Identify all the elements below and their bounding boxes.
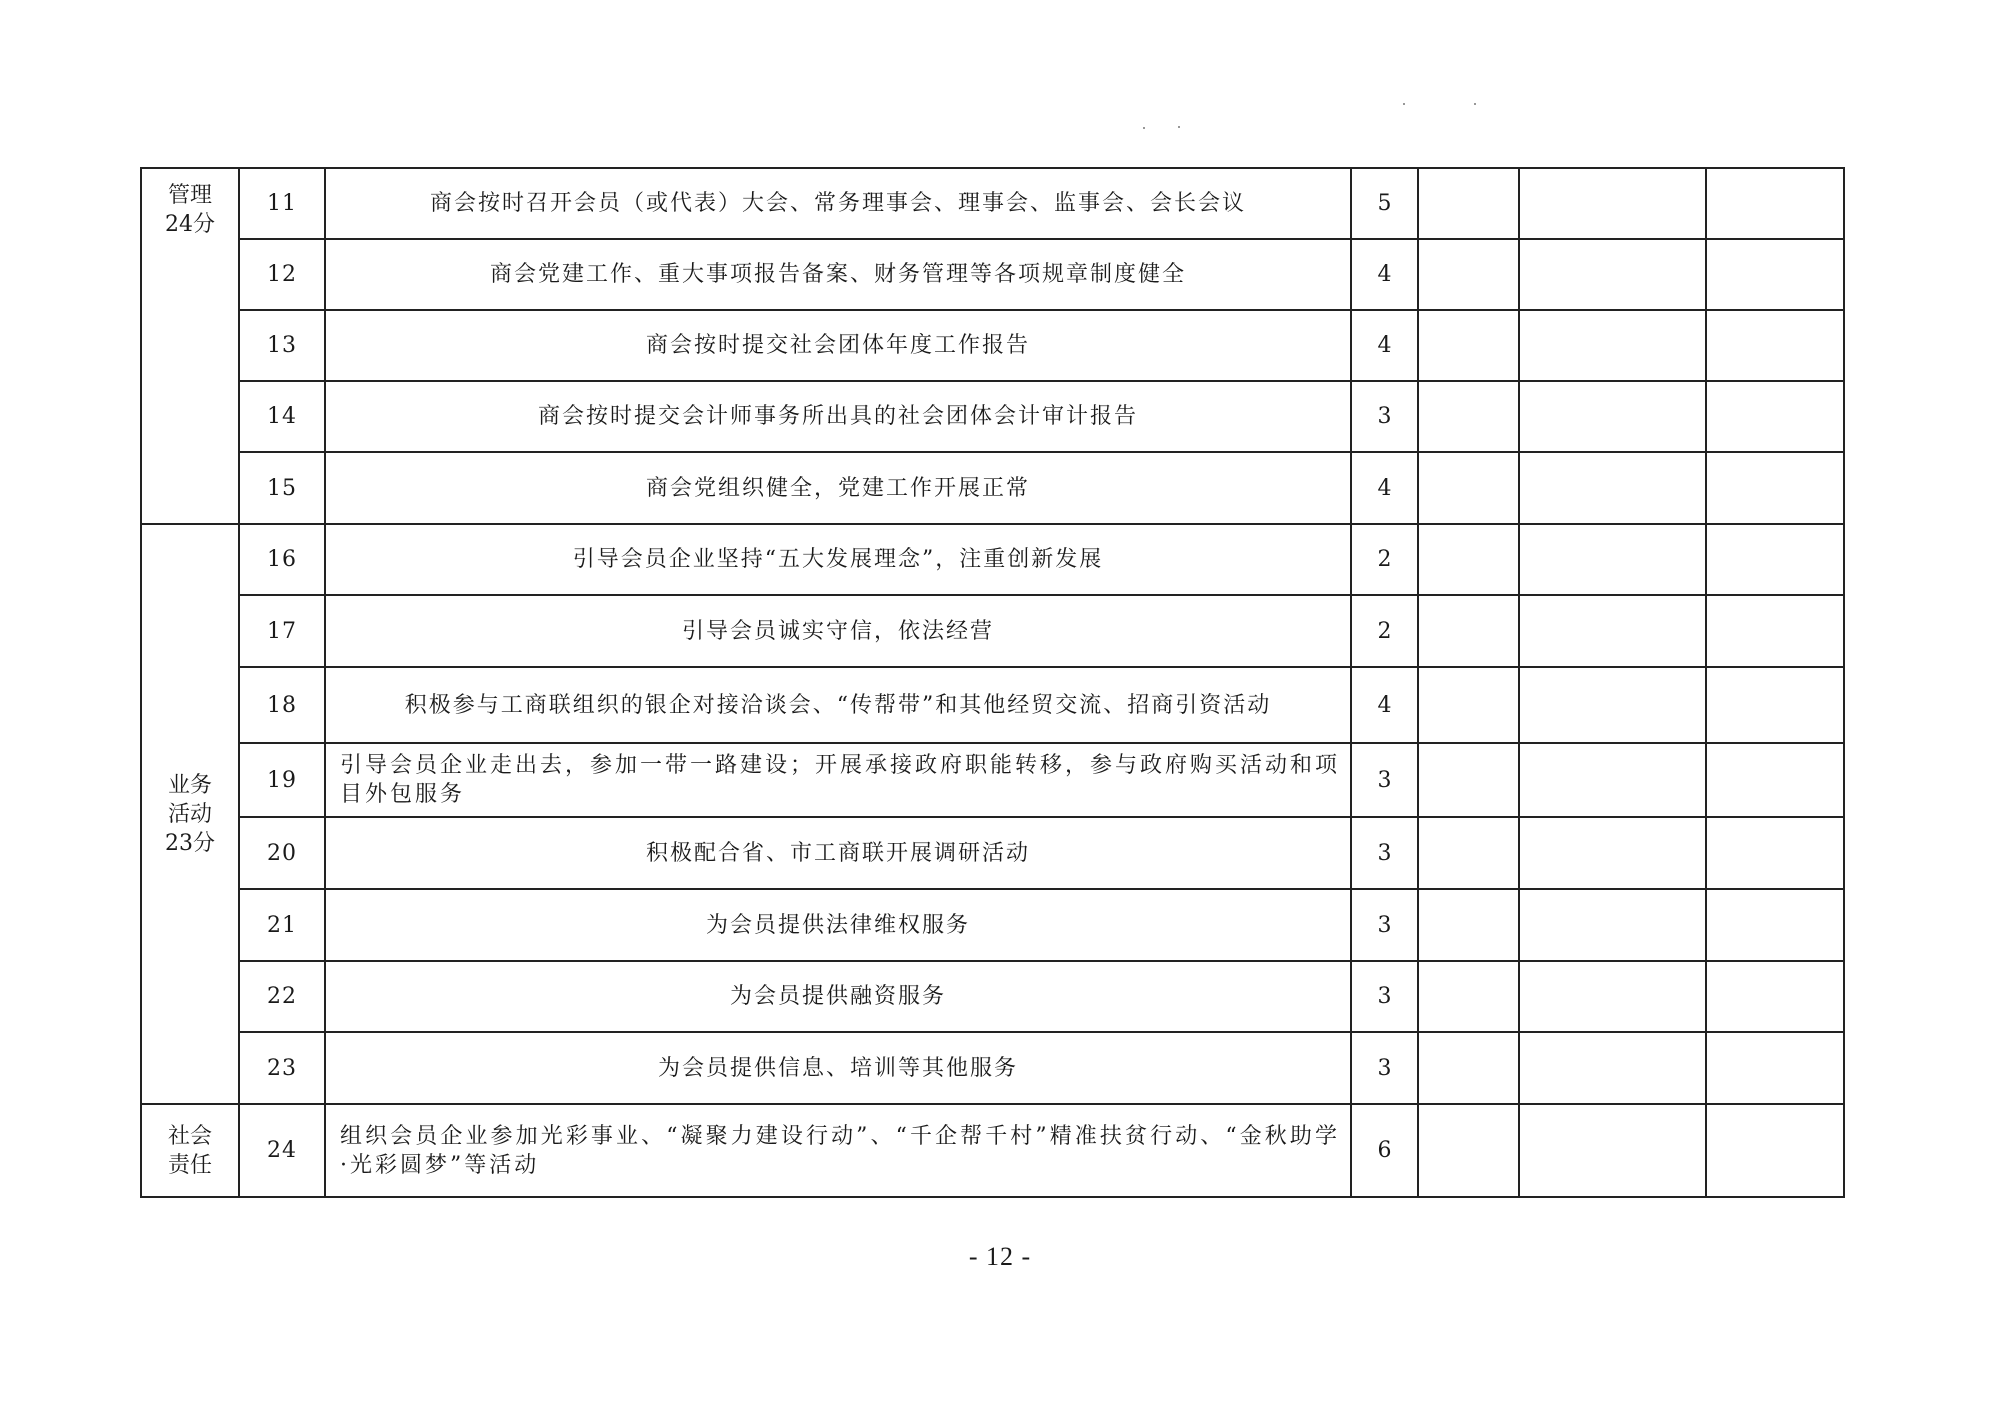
empty-cell	[1418, 168, 1519, 239]
table-row	[141, 961, 1844, 1032]
empty-cell	[1418, 452, 1519, 524]
table-row	[141, 239, 1844, 310]
empty-cell	[1706, 961, 1844, 1032]
empty-cell	[1519, 1104, 1706, 1197]
item-description: 为会员提供融资服务	[325, 961, 1351, 1032]
empty-cell	[1706, 889, 1844, 961]
row-number: 18	[239, 667, 325, 743]
table-row	[141, 743, 1844, 817]
row-number: 12	[239, 239, 325, 310]
item-description: 为会员提供信息、培训等其他服务	[325, 1032, 1351, 1104]
item-score: 3	[1351, 889, 1418, 961]
table-row	[141, 1104, 1844, 1197]
row-number: 20	[239, 817, 325, 889]
item-description: 引导会员企业走出去，参加一带一路建设；开展承接政府职能转移，参与政府购买活动和项目外包服务	[325, 743, 1351, 817]
empty-cell	[1418, 667, 1519, 743]
item-score: 2	[1351, 524, 1418, 595]
empty-cell	[1706, 1104, 1844, 1197]
row-number: 19	[239, 743, 325, 817]
empty-cell	[1418, 239, 1519, 310]
item-score: 4	[1351, 310, 1418, 381]
empty-cell	[1706, 381, 1844, 452]
evaluation-table	[140, 167, 1845, 1198]
item-score: 4	[1351, 239, 1418, 310]
row-number: 15	[239, 452, 325, 524]
scan-speck	[1143, 127, 1145, 129]
item-score: 3	[1351, 961, 1418, 1032]
table-row	[141, 595, 1844, 667]
empty-cell	[1706, 239, 1844, 310]
category-management	[141, 168, 239, 524]
item-score: 3	[1351, 817, 1418, 889]
scan-speck	[1474, 103, 1476, 105]
empty-cell	[1418, 817, 1519, 889]
category-business-activities	[141, 524, 239, 1104]
category-label: 管理 24分	[165, 183, 215, 237]
empty-cell	[1519, 524, 1706, 595]
table-row	[141, 310, 1844, 381]
empty-cell	[1519, 667, 1706, 743]
category-label: 业务 活动 23分	[165, 772, 215, 856]
item-description: 商会按时召开会员（或代表）大会、常务理事会、理事会、监事会、会长会议	[325, 168, 1351, 239]
page-number: - 12 -	[968, 1242, 1032, 1271]
empty-cell	[1706, 452, 1844, 524]
item-score: 3	[1351, 743, 1418, 817]
empty-cell	[1418, 889, 1519, 961]
item-description: 积极配合省、市工商联开展调研活动	[325, 817, 1351, 889]
item-description: 商会按时提交社会团体年度工作报告	[325, 310, 1351, 381]
empty-cell	[1706, 310, 1844, 381]
item-score: 3	[1351, 1032, 1418, 1104]
item-description: 商会党组织健全，党建工作开展正常	[325, 452, 1351, 524]
item-description: 为会员提供法律维权服务	[325, 889, 1351, 961]
empty-cell	[1519, 1032, 1706, 1104]
item-score: 5	[1351, 168, 1418, 239]
empty-cell	[1519, 168, 1706, 239]
item-description: 组织会员企业参加光彩事业、“凝聚力建设行动”、“千企帮千村”精准扶贫行动、“金秋助学·光彩圆梦”等活动	[325, 1104, 1351, 1197]
row-number: 17	[239, 595, 325, 667]
table-row	[141, 667, 1844, 743]
item-description: 引导会员企业坚持“五大发展理念”，注重创新发展	[325, 524, 1351, 595]
empty-cell	[1519, 817, 1706, 889]
scan-speck	[1403, 103, 1405, 105]
table-row	[141, 817, 1844, 889]
empty-cell	[1418, 961, 1519, 1032]
empty-cell	[1418, 743, 1519, 817]
empty-cell	[1519, 452, 1706, 524]
empty-cell	[1706, 667, 1844, 743]
table-row	[141, 524, 1844, 595]
empty-cell	[1706, 1032, 1844, 1104]
row-number: 22	[239, 961, 325, 1032]
item-score: 4	[1351, 452, 1418, 524]
row-number: 14	[239, 381, 325, 452]
table-row	[141, 381, 1844, 452]
row-number: 24	[239, 1104, 325, 1197]
table-row	[141, 168, 1844, 239]
empty-cell	[1519, 743, 1706, 817]
item-score: 2	[1351, 595, 1418, 667]
empty-cell	[1519, 381, 1706, 452]
empty-cell	[1706, 743, 1844, 817]
empty-cell	[1706, 168, 1844, 239]
category-social-responsibility	[141, 1104, 239, 1197]
empty-cell	[1519, 889, 1706, 961]
item-description: 引导会员诚实守信，依法经营	[325, 595, 1351, 667]
row-number: 21	[239, 889, 325, 961]
empty-cell	[1418, 381, 1519, 452]
item-description: 商会按时提交会计师事务所出具的社会团体会计审计报告	[325, 381, 1351, 452]
item-score: 3	[1351, 381, 1418, 452]
item-description: 积极参与工商联组织的银企对接洽谈会、“传帮带”和其他经贸交流、招商引资活动	[325, 667, 1351, 743]
item-description: 商会党建工作、重大事项报告备案、财务管理等各项规章制度健全	[325, 239, 1351, 310]
empty-cell	[1519, 961, 1706, 1032]
empty-cell	[1519, 310, 1706, 381]
table-row	[141, 1032, 1844, 1104]
empty-cell	[1519, 595, 1706, 667]
empty-cell	[1418, 310, 1519, 381]
empty-cell	[1418, 1032, 1519, 1104]
empty-cell	[1519, 239, 1706, 310]
empty-cell	[1418, 595, 1519, 667]
scan-speck	[1178, 126, 1180, 128]
table-row	[141, 452, 1844, 524]
row-number: 16	[239, 524, 325, 595]
row-number: 13	[239, 310, 325, 381]
table-row	[141, 889, 1844, 961]
row-number: 11	[239, 168, 325, 239]
empty-cell	[1706, 524, 1844, 595]
row-number: 23	[239, 1032, 325, 1104]
item-score: 4	[1351, 667, 1418, 743]
empty-cell	[1706, 595, 1844, 667]
empty-cell	[1418, 1104, 1519, 1197]
item-score: 6	[1351, 1104, 1418, 1197]
empty-cell	[1418, 524, 1519, 595]
empty-cell	[1706, 817, 1844, 889]
category-label: 社会 责任	[167, 1123, 212, 1178]
